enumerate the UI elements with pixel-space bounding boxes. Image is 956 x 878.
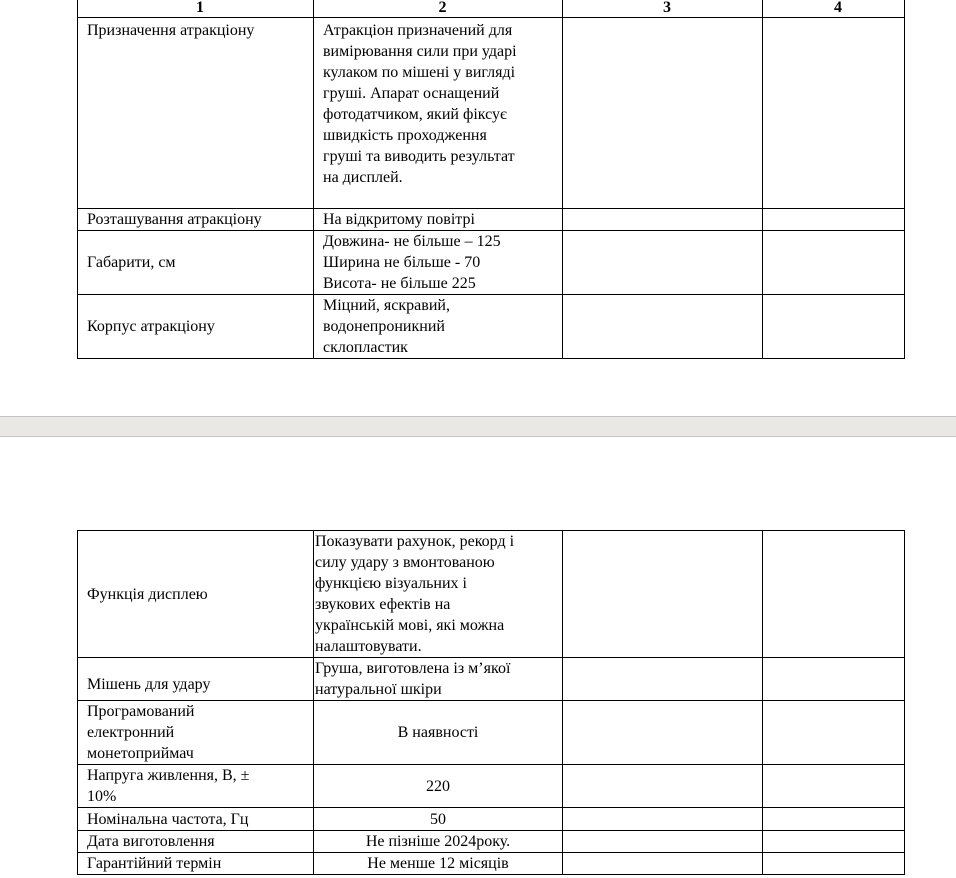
table-row xyxy=(78,531,905,658)
value-line: Довжина- не більше – 125 xyxy=(323,233,501,250)
header-cell-2: 2 xyxy=(314,0,563,18)
table-row xyxy=(78,831,905,853)
value-line: груші. Апарат оснащений xyxy=(323,85,500,102)
value-line: В наявності xyxy=(397,724,479,741)
row-col4-cell xyxy=(763,701,905,765)
row-value xyxy=(314,853,563,875)
row-value xyxy=(314,701,563,765)
label-line: 10% xyxy=(87,788,117,805)
row-value xyxy=(314,531,563,658)
value-line: натуральної шкіри xyxy=(315,681,442,698)
row-col3-cell xyxy=(563,658,763,701)
row-col3-cell xyxy=(563,765,763,808)
value-line: водонепроникний xyxy=(323,318,445,335)
label-line: електронний xyxy=(87,724,175,741)
value-line: 50 xyxy=(430,810,446,828)
row-col3-cell xyxy=(563,18,763,209)
row-label xyxy=(78,531,314,658)
row-label xyxy=(78,808,314,831)
spec-table-lower xyxy=(77,530,905,875)
row-value xyxy=(314,831,563,853)
row-col4-cell xyxy=(763,18,905,209)
document-page-1 xyxy=(0,0,956,417)
label-line: монетоприймач xyxy=(87,745,194,762)
row-col4-cell xyxy=(763,231,905,295)
value-line: Не менше 12 місяців xyxy=(367,855,509,872)
table-row xyxy=(78,765,905,808)
value-line: звукових ефектів на xyxy=(315,596,451,613)
value-line: Атракціон призначений для xyxy=(323,22,513,39)
value-line: груші та виводить результат xyxy=(323,148,515,165)
table-row xyxy=(78,295,905,359)
table-row xyxy=(78,231,905,295)
page-break-separator xyxy=(0,416,956,437)
value-line: фотодатчиком, який фіксує xyxy=(323,106,507,123)
row-col4-cell xyxy=(763,658,905,701)
row-col3-cell xyxy=(563,808,763,831)
value-line: Висота- не більше 225 xyxy=(323,275,476,292)
row-value xyxy=(314,18,563,209)
row-col3-cell xyxy=(563,701,763,765)
row-value xyxy=(314,295,563,359)
row-col3-cell xyxy=(563,831,763,853)
label-line: Номінальна частота, Гц xyxy=(87,810,249,828)
header-cell-1: 1 xyxy=(78,0,314,18)
row-label xyxy=(78,765,314,808)
value-line: вимірювання сили при ударі xyxy=(323,43,517,60)
header-cell-4: 4 xyxy=(763,0,905,18)
value-line: швидкість проходження xyxy=(323,127,487,144)
row-label xyxy=(78,831,314,853)
row-label xyxy=(78,658,314,701)
label-line: Дата виготовлення xyxy=(87,833,215,850)
label-line: Гарантійний термін xyxy=(87,855,222,872)
row-value xyxy=(314,209,563,231)
value-line: Ширина не більше - 70 xyxy=(323,254,481,271)
value-line: Міцний, яскравий, xyxy=(323,297,450,314)
table-row xyxy=(78,701,905,765)
row-col3-cell xyxy=(563,853,763,875)
header-cell-3: 3 xyxy=(563,0,763,18)
row-value xyxy=(314,231,563,295)
row-col4-cell xyxy=(763,531,905,658)
row-col3-cell xyxy=(563,295,763,359)
value-line: українській мові, які можна xyxy=(315,617,505,634)
table-row xyxy=(78,853,905,875)
value-line: силу удару з вмонтованою xyxy=(315,554,495,571)
value-line: налаштовувати. xyxy=(315,638,422,655)
row-label: Корпус атракціону xyxy=(78,295,314,359)
row-label xyxy=(78,853,314,875)
row-col3-cell xyxy=(563,231,763,295)
value-line: кулаком по мішені у вигляді xyxy=(323,64,516,81)
table-row xyxy=(78,18,905,209)
row-col4-cell xyxy=(763,808,905,831)
row-col4-cell xyxy=(763,209,905,231)
row-col4-cell xyxy=(763,295,905,359)
label-line: Програмований xyxy=(87,703,195,720)
row-col4-cell xyxy=(763,765,905,808)
row-col3-cell xyxy=(563,209,763,231)
value-line: На відкритому повітрі xyxy=(323,211,475,228)
row-label: Призначення атракціону xyxy=(78,18,314,209)
value-line: функцією візуальних і xyxy=(315,575,467,592)
row-col3-cell xyxy=(563,531,763,658)
row-value xyxy=(314,765,563,808)
table-row xyxy=(78,658,905,701)
value-line: Показувати рахунок, рекорд і xyxy=(315,533,515,550)
label-line: Функція дисплею xyxy=(87,585,208,603)
row-label: Розташування атракціону xyxy=(78,209,314,231)
row-col4-cell xyxy=(763,831,905,853)
row-value xyxy=(314,808,563,831)
label-line: Напруга живлення, В, ± xyxy=(87,767,250,784)
value-line: на дисплей. xyxy=(323,169,403,186)
row-col4-cell xyxy=(763,853,905,875)
spec-table-upper xyxy=(77,0,905,359)
value-line: склопластик xyxy=(323,339,408,356)
value-line: 220 xyxy=(426,777,450,795)
table-header-row xyxy=(78,0,905,18)
row-label: Габарити, см xyxy=(78,231,314,295)
row-label xyxy=(78,701,314,765)
table-row xyxy=(78,808,905,831)
value-line: Не пізніше 2024року. xyxy=(365,833,511,850)
label-line: Мішень для удару xyxy=(87,675,211,693)
table-row xyxy=(78,209,905,231)
row-value xyxy=(314,658,563,701)
value-line: Груша, виготовлена із м’якої xyxy=(315,660,511,677)
